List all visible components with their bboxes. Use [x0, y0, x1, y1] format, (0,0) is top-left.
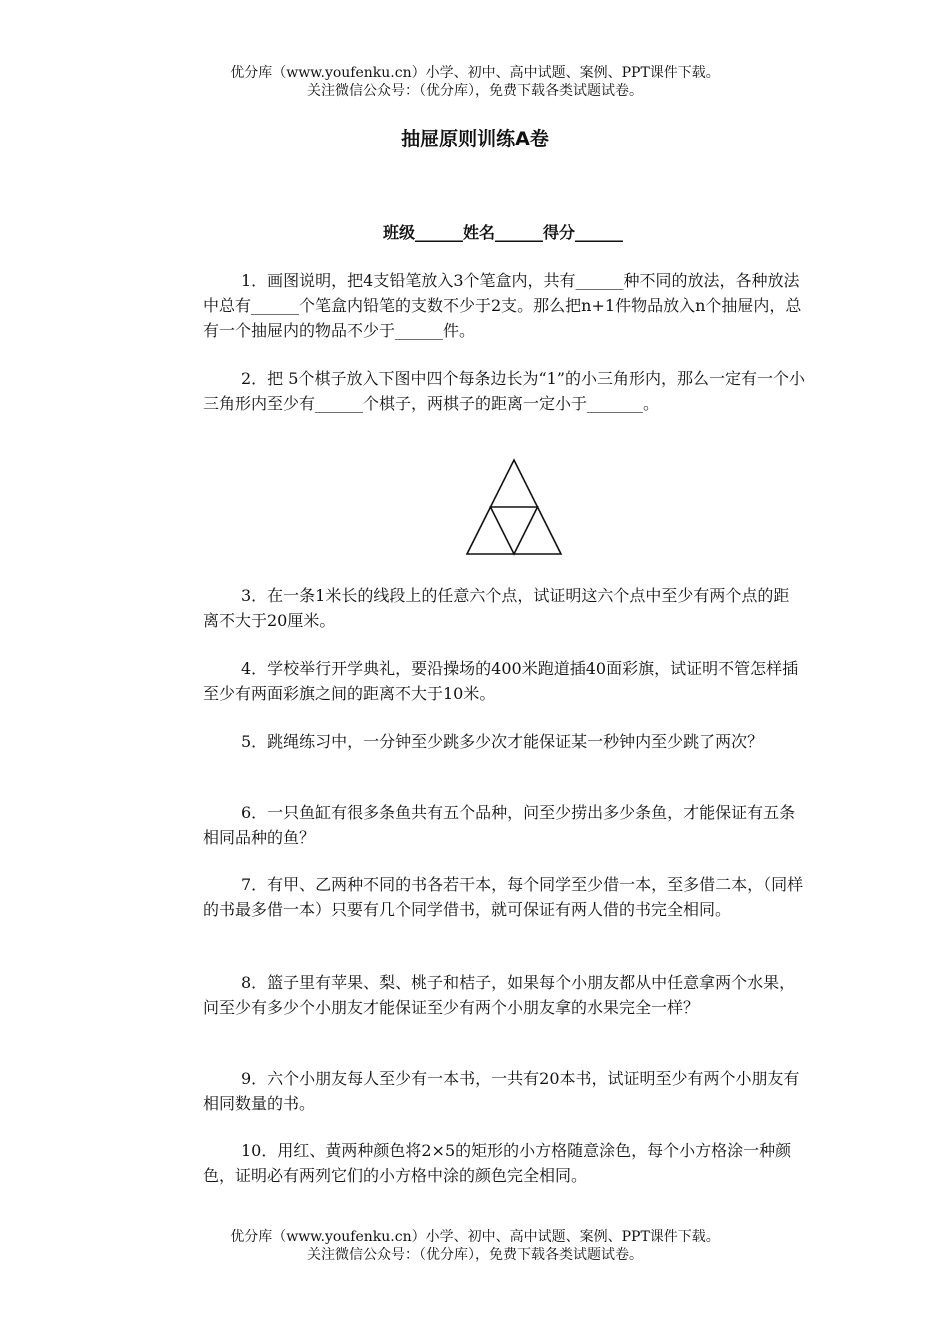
header-line-1: 优分库（www.youfenku.cn）小学、初中、高中试题、案例、PPT课件下载。 [230, 65, 720, 81]
question-7: 7．有甲、乙两种不同的书各若干本，每个同学至少借一本，至多借二本，（同样的书最多借一本）只要有几个同学借书，就可保证有两人借的书完全相同。 [203, 875, 804, 919]
question-9: 9．六个小朋友每人至少有一本书，一共有20本书，试证明至少有两个小朋友有相同数量的书。 [203, 1069, 800, 1113]
question-1: 1．画图说明，把4支铅笔放入3个笔盒内，共有______种不同的放法，各种放法中总有______个笔盒内铅笔的支数不少于2支。那么把n+1件物品放入n个抽屉内，总有一个抽屉内的物品不少于______件。 [203, 271, 802, 340]
question-3: 3．在一条1米长的线段上的任意六个点，试证明这六个点中至少有两个点的距离不大于20厘米。 [203, 586, 790, 630]
question-5: 5．跳绳练习中，一分钟至少跳多少次才能保证某一秒钟内至少跳了两次？ [241, 732, 764, 751]
footer-line-2: 关注微信公众号：（优分库），免费下载各类试题试卷。 [307, 1247, 643, 1263]
header-line-2: 关注微信公众号：（优分库），免费下载各类试题试卷。 [307, 83, 643, 99]
footer-line-1: 优分库（www.youfenku.cn）小学、初中、高中试题、案例、PPT课件下载。 [230, 1229, 720, 1245]
page-title: 抽屉原则训练A卷 [401, 128, 549, 150]
page-footer [0, 1228, 950, 1264]
student-info-line: 班级______姓名______得分______ [382, 223, 623, 242]
question-6: 6．一只鱼缸有很多条鱼共有五个品种，问至少捞出多少条鱼，才能保证有五条相同品种的鱼？ [203, 803, 796, 847]
question-10: 10．用红、黄两种颜色将2×5的矩形的小方格随意涂色，每个小方格涂一种颜色，证明必有两列它们的小方格中涂的颜色完全相同。 [203, 1141, 792, 1185]
page-header [0, 64, 950, 100]
triangle-grid-icon [463, 458, 567, 558]
question-2: 2．把 5个棋子放入下图中四个每条边长为“1”的小三角形内，那么一定有一个小三角形内至少有______个棋子，两棋子的距离一定小于_______。 [203, 369, 805, 413]
question-4: 4．学校举行开学典礼，要沿操场的400米跑道插40面彩旗，试证明不管怎样插至少有两面彩旗之间的距离不大于10米。 [203, 659, 799, 703]
question-8: 8．篮子里有苹果、梨、桃子和桔子，如果每个小朋友都从中任意拿两个水果，问至少有多少个小朋友才能保证至少有两个小朋友拿的水果完全一样？ [203, 973, 796, 1017]
